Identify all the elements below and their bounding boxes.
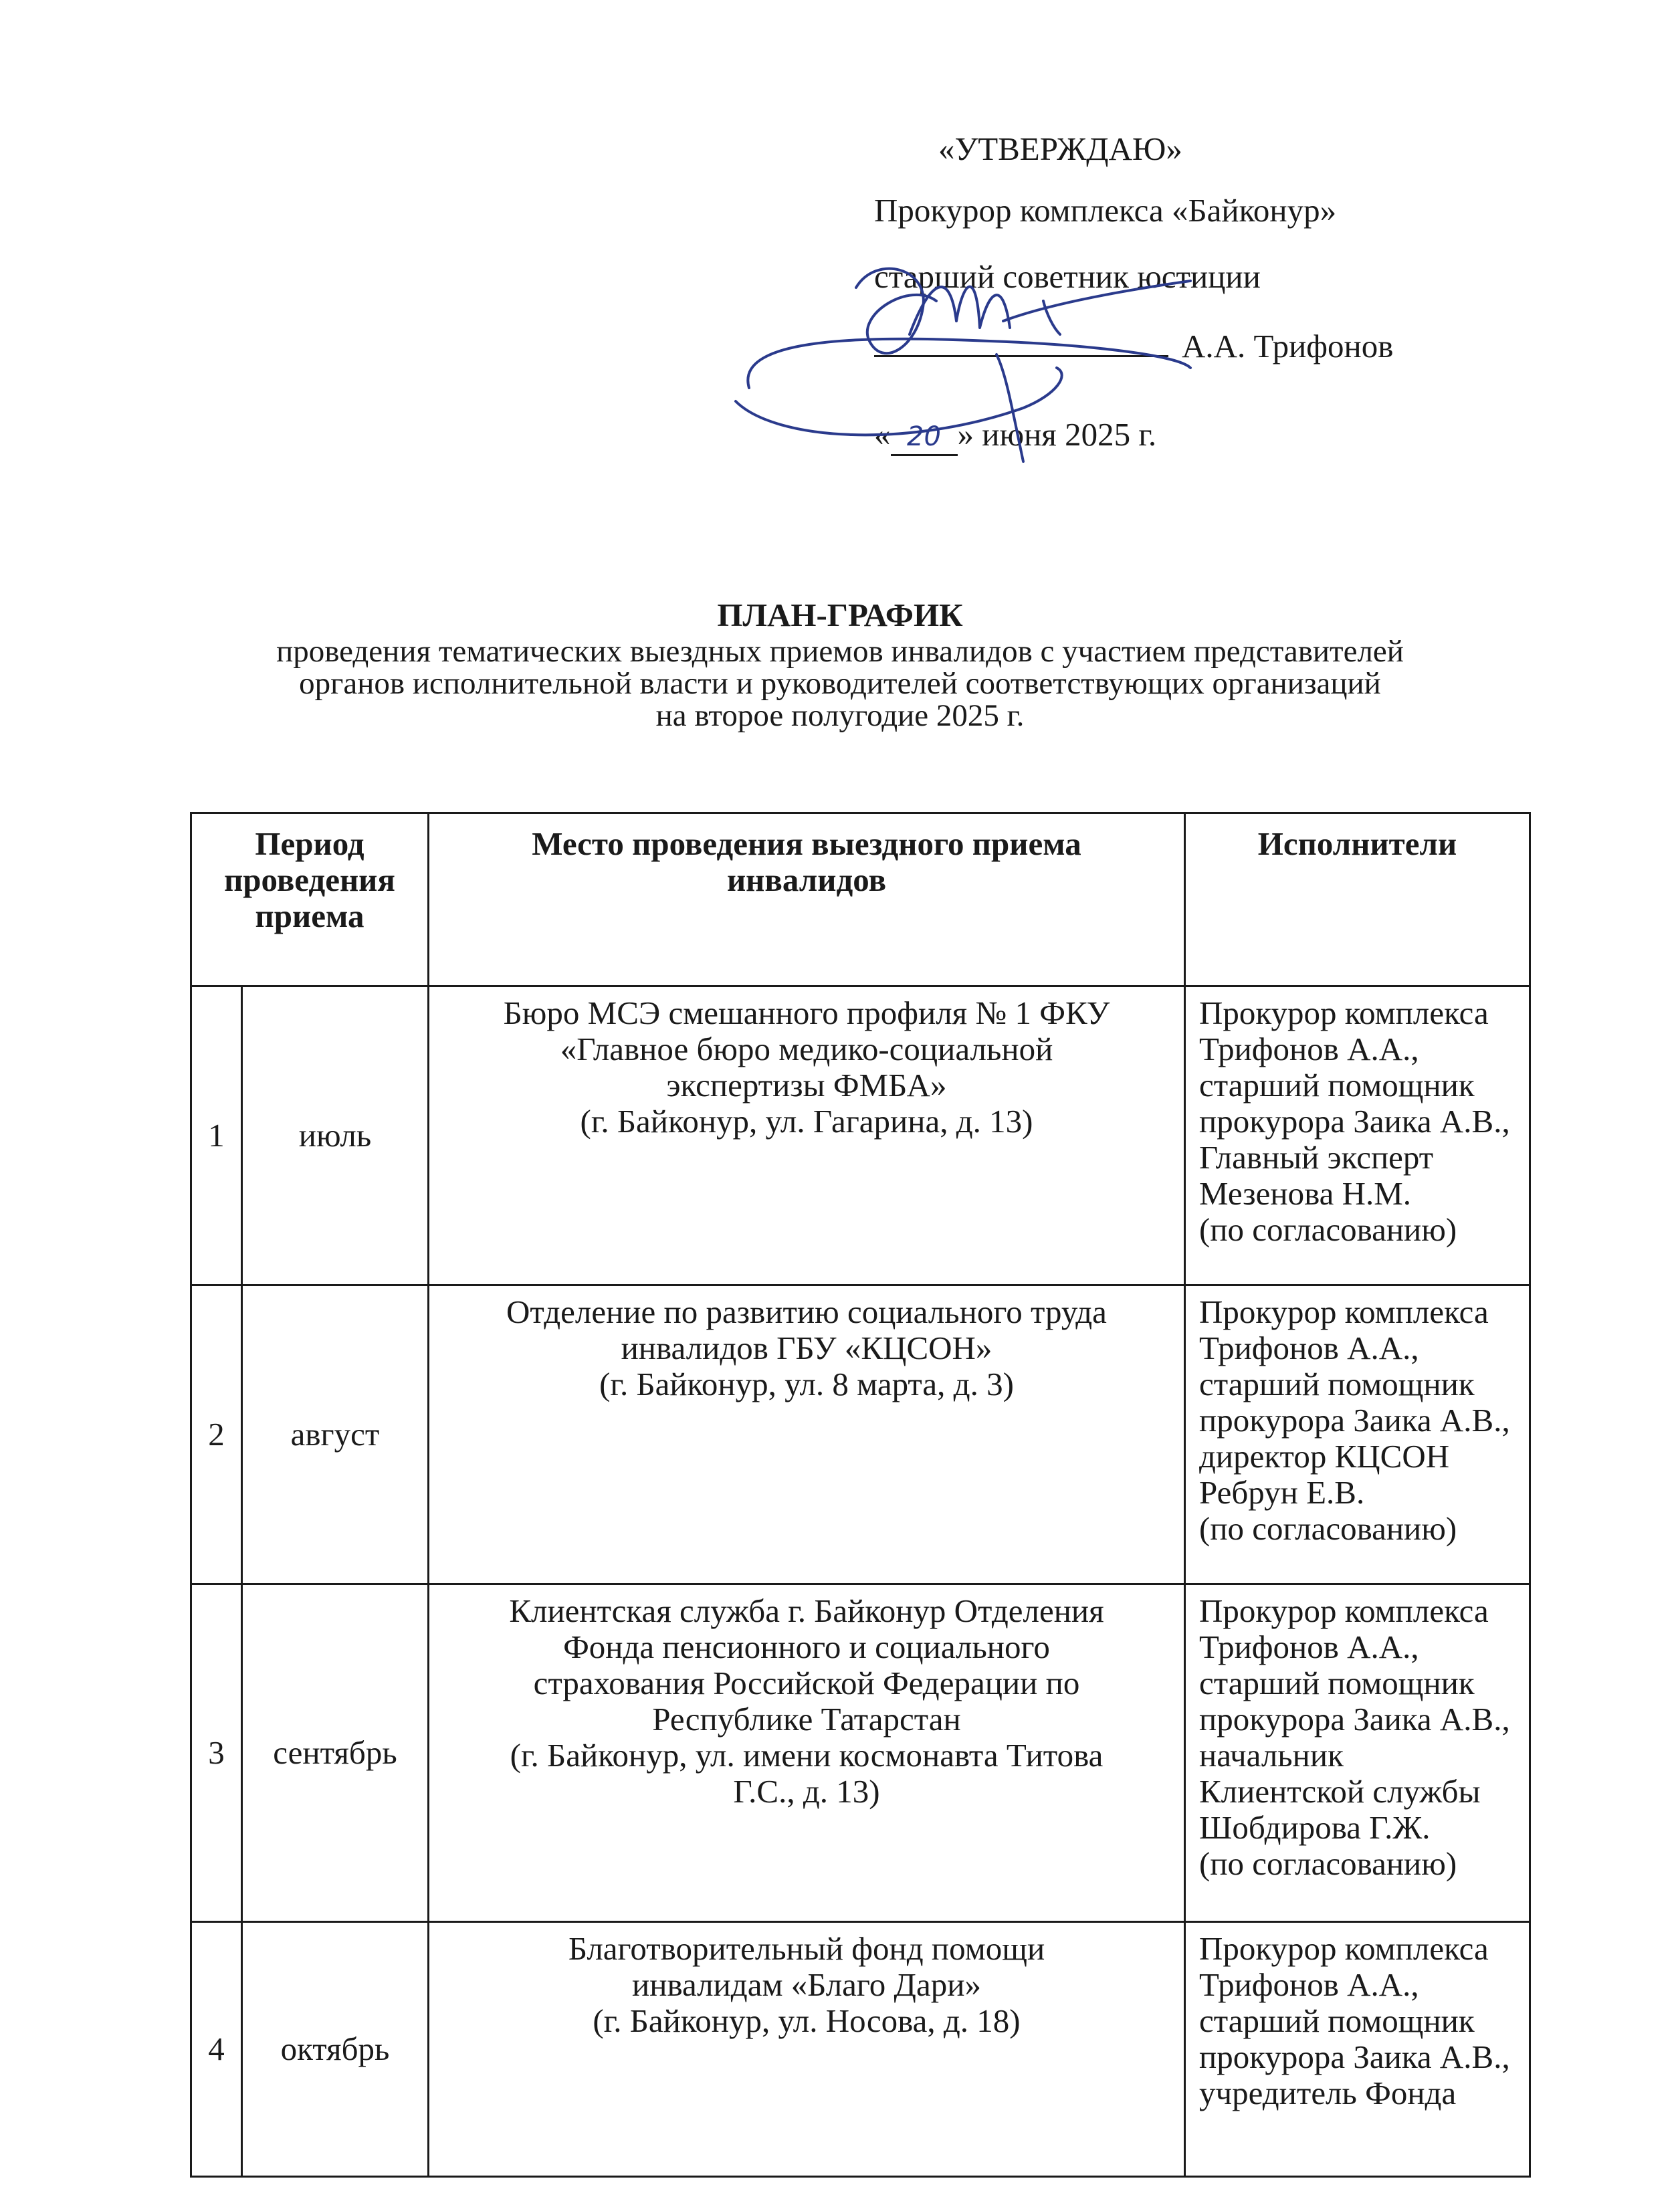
approval-header: «УТВЕРЖДАЮ» bbox=[938, 130, 1182, 167]
document-title bbox=[0, 595, 1680, 732]
row-period: октябрь bbox=[242, 1922, 429, 2177]
row-place: Благотворительный фонд помощи инвалидам «Благо Дари» (г. Байконур, ул. Носова, д. 18) bbox=[429, 1922, 1185, 2177]
row-executors: Прокурор комплекса Трифонов А.А., старший помощник прокурора Заика А.В., учредитель Фонда bbox=[1185, 1922, 1530, 2177]
schedule-table bbox=[190, 812, 1531, 2178]
plan-subtitle-line-3: на второе полугодие 2025 г. bbox=[655, 698, 1025, 733]
date-month-year: » июня 2025 г. bbox=[957, 416, 1157, 453]
plan-subtitle-line-2: органов исполнительной власти и руководителей соответствующих организаций bbox=[299, 666, 1381, 701]
row-executors: Прокурор комплекса Трифонов А.А., старший помощник прокурора Заика А.В., Главный эксперт Мезенова Н.М. (по согласованию) bbox=[1185, 986, 1530, 1285]
header-period: Период проведения приема bbox=[191, 813, 429, 986]
row-place: Клиентская служба г. Байконур Отделения Фонда пенсионного и социального страхования Российской Федерации по Республике Татарстан (г. Байконур, ул. имени космонавта Титова Г.С., д. 13) bbox=[429, 1584, 1185, 1922]
table-header-row bbox=[191, 813, 1530, 986]
approval-block bbox=[0, 0, 1680, 482]
table-row bbox=[191, 1285, 1530, 1584]
date-day-handwritten: 20 bbox=[891, 419, 958, 456]
row-period: июль bbox=[242, 986, 429, 1285]
plan-subtitle-line-1: проведения тематических выездных приемов инвалидов с участием представителей bbox=[276, 634, 1404, 669]
approver-name: А.А. Трифонов bbox=[1182, 328, 1394, 364]
row-number: 3 bbox=[191, 1584, 242, 1922]
approver-position: Прокурор комплекса «Байконур» bbox=[874, 192, 1337, 229]
signature-image bbox=[709, 241, 1217, 488]
row-number: 2 bbox=[191, 1285, 242, 1584]
table-row bbox=[191, 986, 1530, 1285]
header-place: Место проведения выездного приема инвалидов bbox=[429, 813, 1185, 986]
plan-heading: ПЛАН-ГРАФИК bbox=[717, 597, 963, 633]
row-period: август bbox=[242, 1285, 429, 1584]
row-place: Бюро МСЭ смешанного профиля № 1 ФКУ «Главное бюро медико-социальной экспертизы ФМБА» (г. Байконур, ул. Гагарина, д. 13) bbox=[429, 986, 1185, 1285]
table-row bbox=[191, 1584, 1530, 1922]
row-executors: Прокурор комплекса Трифонов А.А., старший помощник прокурора Заика А.В., директор КЦСОН Ребрун Е.В. (по согласованию) bbox=[1185, 1285, 1530, 1584]
table-row bbox=[191, 1922, 1530, 2177]
row-executors: Прокурор комплекса Трифонов А.А., старший помощник прокурора Заика А.В., начальник Клиентской службы Шобдирова Г.Ж. (по согласованию) bbox=[1185, 1584, 1530, 1922]
header-executors: Исполнители bbox=[1185, 813, 1530, 986]
row-place: Отделение по развитию социального труда инвалидов ГБУ «КЦСОН» (г. Байконур, ул. 8 марта, д. 3) bbox=[429, 1285, 1185, 1584]
row-period: сентябрь bbox=[242, 1584, 429, 1922]
row-number: 1 bbox=[191, 986, 242, 1285]
date-open-quote: « bbox=[874, 416, 891, 453]
row-number: 4 bbox=[191, 1922, 242, 2177]
approver-rank: старший советник юстиции bbox=[874, 258, 1261, 295]
